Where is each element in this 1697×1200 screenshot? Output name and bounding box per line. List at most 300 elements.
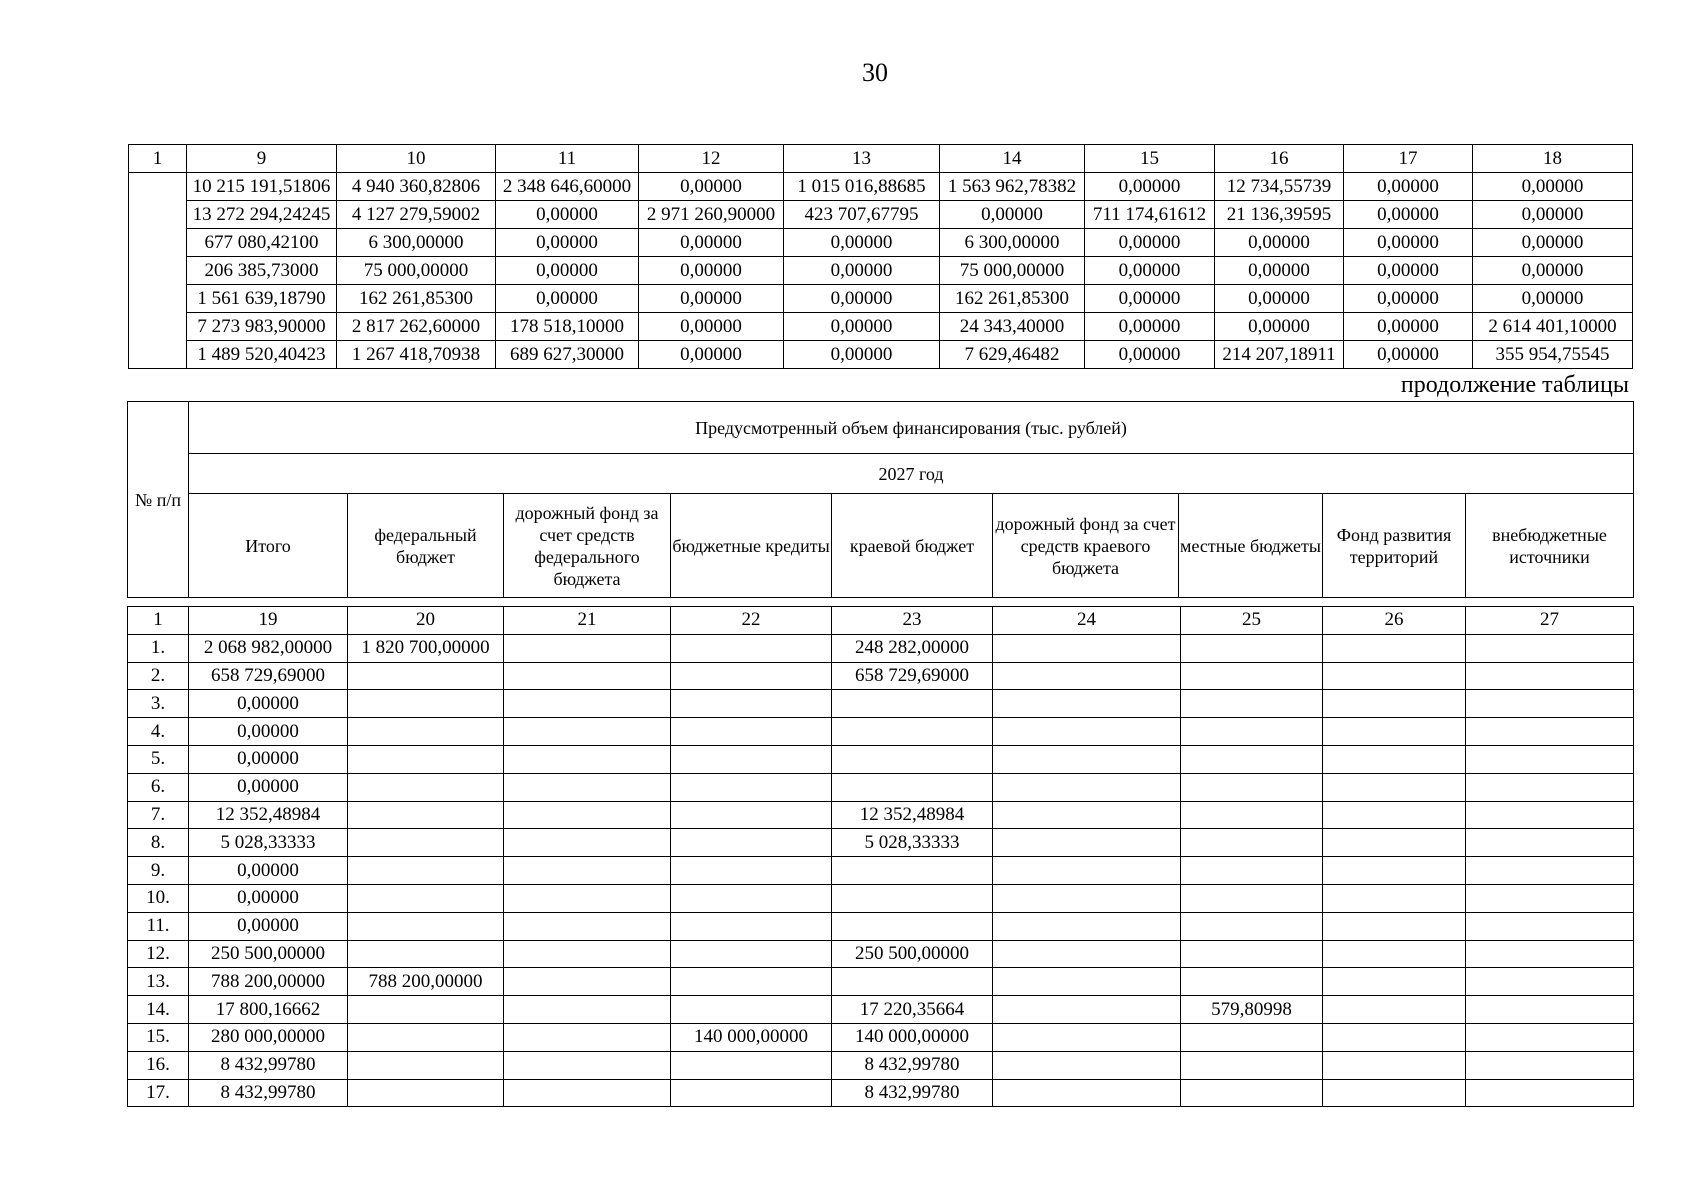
column-number: 25 [1181,607,1323,635]
table-cell: 1 489 520,40423 [187,341,337,369]
table-cell [1466,1079,1634,1107]
table-cell: 2 817 262,60000 [337,313,496,341]
table-cell: 140 000,00000 [832,1023,993,1051]
table-cell [832,912,993,940]
table-cell [348,857,504,885]
column-number: 14 [940,145,1085,173]
column-number: 16 [1215,145,1344,173]
column-number: 21 [504,607,671,635]
table-cell [993,1079,1181,1107]
column-number: 12 [639,145,784,173]
table-cell: 689 627,30000 [496,341,639,369]
table-cell [1466,634,1634,662]
column-number: 23 [832,607,993,635]
column-number: 24 [993,607,1181,635]
table-cell: 0,00000 [639,285,784,313]
table-cell [1323,968,1466,996]
table-row [128,996,1634,1024]
table-cell: 2 614 401,10000 [1473,313,1633,341]
table-cell [1466,857,1634,885]
table-cell [993,745,1181,773]
table-cell: 17 220,35664 [832,996,993,1024]
table-row [128,829,1634,857]
table-cell [504,968,671,996]
table-row [129,341,1633,369]
table-cell: 658 729,69000 [189,662,348,690]
table-cell: 0,00000 [940,201,1085,229]
row-number-header: № п/п [128,402,189,598]
table-cell [671,829,832,857]
table-row [128,857,1634,885]
column-number: 10 [337,145,496,173]
table-cell: 206 385,73000 [187,257,337,285]
table-cell: 0,00000 [1085,257,1215,285]
table-row [129,173,1633,201]
table-cell [832,718,993,746]
table-cell [671,634,832,662]
table-row [129,257,1633,285]
table-row [128,884,1634,912]
table-cell: 7 273 983,90000 [187,313,337,341]
table-cell: 0,00000 [1085,341,1215,369]
table-cell: 0,00000 [189,884,348,912]
table-cell: 4 127 279,59002 [337,201,496,229]
table-cell [504,857,671,885]
column-header: дорожный фонд за счет средств краевого бюджета [993,494,1179,598]
table-cell [348,1023,504,1051]
table-cell [1181,1051,1323,1079]
table-cell [993,773,1181,801]
row-number-cell: 17. [128,1079,189,1107]
table-cell: 0,00000 [784,285,940,313]
table-cell [1466,884,1634,912]
table-continuation-label: продолжение таблицы [1400,372,1629,398]
table-cell [1466,829,1634,857]
table-cell [348,1079,504,1107]
table-cell [504,662,671,690]
table-cell: 250 500,00000 [832,940,993,968]
column-header: внебюджетные источники [1466,494,1634,598]
table-cell: 0,00000 [1344,341,1473,369]
table-cell [1466,968,1634,996]
column-number: 1 [129,145,187,173]
column-number: 18 [1473,145,1633,173]
table-cell [832,857,993,885]
table-cell [504,940,671,968]
row-number-cell: 4. [128,718,189,746]
table-row [129,201,1633,229]
table-row [128,940,1634,968]
table-cell [1323,996,1466,1024]
table-row [128,718,1634,746]
table-cell: 6 300,00000 [940,229,1085,257]
table-cell [1466,773,1634,801]
table-cell: 1 015 016,88685 [784,173,940,201]
table-cell [504,773,671,801]
table-cell: 1 267 418,70938 [337,341,496,369]
row-number-cell: 5. [128,745,189,773]
table-cell: 0,00000 [1085,229,1215,257]
row-number-cell: 7. [128,801,189,829]
table-cell [993,829,1181,857]
table-cell: 8 432,99780 [832,1051,993,1079]
column-headers-row [128,494,1634,598]
table-cell [504,884,671,912]
table-cell: 2 068 982,00000 [189,634,348,662]
row-number-cell: 6. [128,773,189,801]
table-cell: 0,00000 [1085,285,1215,313]
table-cell: 0,00000 [639,229,784,257]
table-row [128,1051,1634,1079]
table-cell [1323,884,1466,912]
table-cell: 0,00000 [784,313,940,341]
table-cell: 162 261,85300 [940,285,1085,313]
table-cell [1323,718,1466,746]
table-cell [504,829,671,857]
row-number-cell: 2. [128,662,189,690]
table-cell [993,940,1181,968]
column-header: дорожный фонд за счет средств федерального бюджета [504,494,671,598]
column-number: 13 [784,145,940,173]
table-cell: 0,00000 [189,690,348,718]
table-cell [1181,773,1323,801]
table-cell: 0,00000 [1085,173,1215,201]
table-cell: 0,00000 [1473,201,1633,229]
table-cell: 711 174,61612 [1085,201,1215,229]
table-cell [348,996,504,1024]
table-cell [993,690,1181,718]
table-cell: 788 200,00000 [348,968,504,996]
table-cell: 0,00000 [639,257,784,285]
column-number: 15 [1085,145,1215,173]
table-cell [1181,968,1323,996]
table-cell: 0,00000 [496,229,639,257]
table-cell: 248 282,00000 [832,634,993,662]
table-cell [348,884,504,912]
table-row [128,1023,1634,1051]
table-cell [671,912,832,940]
table-cell: 0,00000 [639,173,784,201]
table-cell: 0,00000 [784,257,940,285]
table-cell: 0,00000 [1473,285,1633,313]
financing-header-table [127,401,1634,598]
table-cell [671,1051,832,1079]
column-header: Фонд развития территорий [1323,494,1466,598]
table-cell [993,718,1181,746]
table-cell [504,1023,671,1051]
table-cell: 0,00000 [784,229,940,257]
table-cell: 8 432,99780 [189,1079,348,1107]
table-cell: 0,00000 [1473,229,1633,257]
table-cell: 140 000,00000 [671,1023,832,1051]
column-number: 11 [496,145,639,173]
table-cell [504,912,671,940]
table-row [128,662,1634,690]
table-cell [832,745,993,773]
financing-title: Предусмотренный объем финансирования (тыс. рублей) [189,402,1634,454]
table-cell [1181,1023,1323,1051]
row-number-cell: 13. [128,968,189,996]
table-cell [832,884,993,912]
table-cell [993,634,1181,662]
row-number-cell: 3. [128,690,189,718]
table-cell: 355 954,75545 [1473,341,1633,369]
table-cell [1181,829,1323,857]
table-cell [1323,1051,1466,1079]
table-cell [671,801,832,829]
top-table-header-row [129,145,1633,173]
table-row [129,285,1633,313]
table-cell [671,773,832,801]
row-number-cell: 12. [128,940,189,968]
table-cell [348,829,504,857]
table-cell [671,857,832,885]
table-row [128,634,1634,662]
table-cell [671,718,832,746]
table-cell [1323,745,1466,773]
table-cell [348,662,504,690]
table-cell: 75 000,00000 [940,257,1085,285]
table-cell [671,1079,832,1107]
table-cell [671,968,832,996]
row-number-cell: 8. [128,829,189,857]
table-cell: 2 348 646,60000 [496,173,639,201]
table-cell: 658 729,69000 [832,662,993,690]
table-cell: 0,00000 [189,912,348,940]
table-cell [1466,996,1634,1024]
column-number: 22 [671,607,832,635]
table-cell: 8 432,99780 [832,1079,993,1107]
table-cell: 0,00000 [1215,229,1344,257]
top-table [128,144,1633,369]
table-cell [1181,1079,1323,1107]
table-cell [348,940,504,968]
row-number-cell: 11. [128,912,189,940]
table-cell: 5 028,33333 [832,829,993,857]
table-cell [504,718,671,746]
table-row [128,912,1634,940]
table-cell [1181,940,1323,968]
table-cell [1323,801,1466,829]
column-number: 9 [187,145,337,173]
table-cell [1466,801,1634,829]
table-row [128,773,1634,801]
table-cell [348,1051,504,1079]
table-cell [671,996,832,1024]
table-cell: 13 272 294,24245 [187,201,337,229]
table-cell: 214 207,18911 [1215,341,1344,369]
column-numbers-row [128,607,1634,635]
table-cell: 0,00000 [189,857,348,885]
table-cell: 0,00000 [189,773,348,801]
table-cell [832,690,993,718]
table-cell: 7 629,46482 [940,341,1085,369]
table-cell [504,634,671,662]
row-number-cell: 15. [128,1023,189,1051]
table-cell: 0,00000 [189,718,348,746]
column-number: 19 [189,607,348,635]
table-cell: 2 971 260,90000 [639,201,784,229]
table-cell [1181,857,1323,885]
table-cell [504,1079,671,1107]
table-cell: 178 518,10000 [496,313,639,341]
table-row [128,801,1634,829]
table-row [128,690,1634,718]
column-header: краевой бюджет [832,494,993,598]
table-cell [348,773,504,801]
table-cell [1466,662,1634,690]
table-cell [993,996,1181,1024]
table-cell: 0,00000 [1344,201,1473,229]
table-cell [504,1051,671,1079]
table-cell: 0,00000 [1473,173,1633,201]
table-cell [1323,1023,1466,1051]
table-cell [348,718,504,746]
table-cell [504,745,671,773]
table-cell [348,690,504,718]
table-cell: 8 432,99780 [189,1051,348,1079]
column-header: Итого [189,494,348,598]
table-cell [504,801,671,829]
table-cell [832,773,993,801]
table-cell [993,857,1181,885]
table-cell [1181,718,1323,746]
table-cell [1181,745,1323,773]
table-cell [1323,662,1466,690]
table-cell [1181,884,1323,912]
table-cell [1323,690,1466,718]
table-cell [1466,690,1634,718]
table-row [129,313,1633,341]
table-cell: 0,00000 [1344,173,1473,201]
table-cell: 17 800,16662 [189,996,348,1024]
table-cell: 0,00000 [1085,313,1215,341]
column-number: 20 [348,607,504,635]
column-number: 26 [1323,607,1466,635]
table-cell: 1 820 700,00000 [348,634,504,662]
table-cell: 21 136,39595 [1215,201,1344,229]
table-cell [993,662,1181,690]
table-cell [1181,912,1323,940]
table-cell [1323,773,1466,801]
table-cell [1466,1051,1634,1079]
table-cell: 0,00000 [189,745,348,773]
table-cell: 5 028,33333 [189,829,348,857]
table-cell: 6 300,00000 [337,229,496,257]
table-cell [1466,1023,1634,1051]
column-header: местные бюджеты [1179,494,1323,598]
row-number-cell: 9. [128,857,189,885]
table-row [128,1079,1634,1107]
table-cell: 0,00000 [1344,257,1473,285]
table-cell [671,690,832,718]
page-number: 30 [862,58,888,87]
table-cell: 0,00000 [496,257,639,285]
financing-body-table [127,606,1634,1107]
table-cell: 788 200,00000 [189,968,348,996]
table-cell [1323,940,1466,968]
table-cell [1181,634,1323,662]
table-cell [671,884,832,912]
table-cell: 0,00000 [1344,285,1473,313]
table-cell: 677 080,42100 [187,229,337,257]
column-number: 1 [128,607,189,635]
table-row [128,745,1634,773]
column-header: федеральный бюджет [348,494,504,598]
table-cell: 0,00000 [784,341,940,369]
table-cell [993,1023,1181,1051]
table-cell [1466,718,1634,746]
table-cell: 1 563 962,78382 [940,173,1085,201]
row-number-cell: 10. [128,884,189,912]
table-cell [993,968,1181,996]
table-cell: 0,00000 [1473,257,1633,285]
table-cell: 250 500,00000 [189,940,348,968]
table-cell: 579,80998 [1181,996,1323,1024]
table-cell [671,662,832,690]
table-cell: 0,00000 [496,285,639,313]
year-header: 2027 год [189,454,1634,494]
table-cell [1466,745,1634,773]
table-cell: 12 352,48984 [189,801,348,829]
table-cell [671,745,832,773]
table-cell [348,801,504,829]
row-number-cell: 16. [128,1051,189,1079]
table-cell: 0,00000 [639,341,784,369]
table-row [129,229,1633,257]
table-cell [1181,801,1323,829]
table-row [128,968,1634,996]
row-number-cell: 14. [128,996,189,1024]
table-cell [1323,912,1466,940]
table-cell: 0,00000 [1215,313,1344,341]
table-cell [1323,634,1466,662]
row-number-cell: 1. [128,634,189,662]
column-number: 27 [1466,607,1634,635]
table-cell: 280 000,00000 [189,1023,348,1051]
table-cell: 24 343,40000 [940,313,1085,341]
table-cell [993,1051,1181,1079]
column-header: бюджетные кредиты [671,494,832,598]
table-cell [671,940,832,968]
table-cell: 0,00000 [1215,257,1344,285]
table-cell [348,745,504,773]
table-cell [348,912,504,940]
table-cell [504,690,671,718]
table-cell: 162 261,85300 [337,285,496,313]
table-cell: 1 561 639,18790 [187,285,337,313]
table-cell [1466,940,1634,968]
table-cell [832,968,993,996]
table-cell [993,884,1181,912]
table-cell: 0,00000 [1215,285,1344,313]
table-cell: 423 707,67795 [784,201,940,229]
table-cell [1466,912,1634,940]
table-cell [993,801,1181,829]
table-cell [504,996,671,1024]
table-cell [1181,662,1323,690]
table-cell: 0,00000 [1344,229,1473,257]
table-cell: 12 734,55739 [1215,173,1344,201]
table-cell [1181,690,1323,718]
table-cell: 10 215 191,51806 [187,173,337,201]
table-cell: 0,00000 [496,201,639,229]
column-number: 17 [1344,145,1473,173]
row-number-cell [129,173,187,369]
table-cell: 4 940 360,82806 [337,173,496,201]
table-cell [1323,1079,1466,1107]
table-cell: 0,00000 [1344,313,1473,341]
